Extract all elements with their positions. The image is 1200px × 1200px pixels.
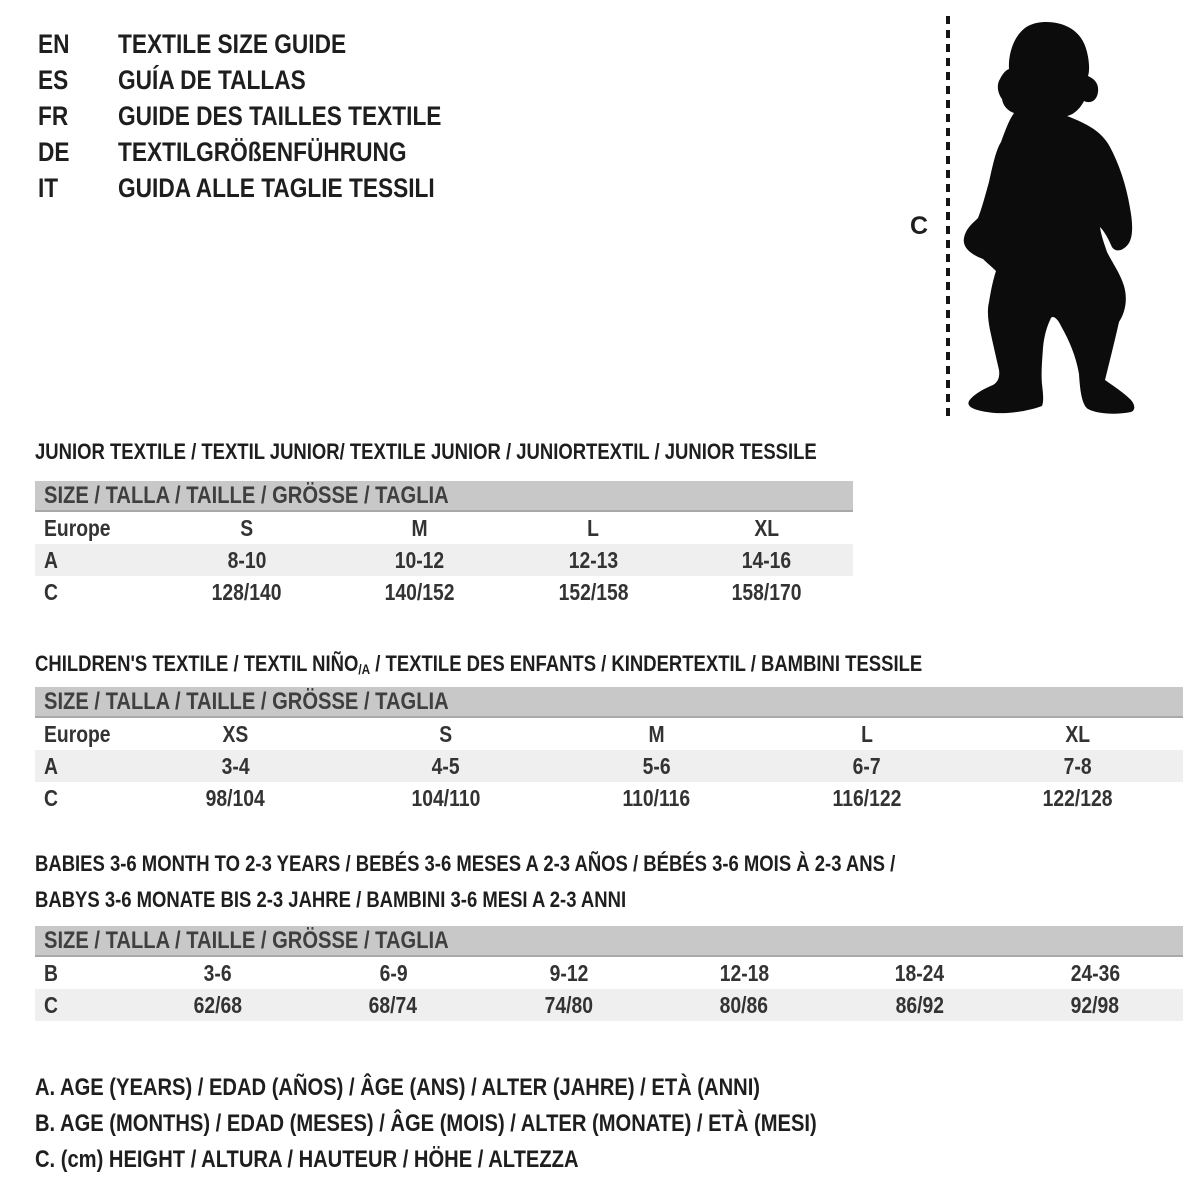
table-cell: 10-12	[395, 546, 445, 573]
size-header-bar	[35, 481, 853, 512]
height-measure-label: C	[910, 212, 929, 240]
table-cell: 104/110	[411, 784, 481, 811]
table-cell: 140/152	[384, 578, 455, 605]
lang-row-es	[38, 62, 503, 98]
table-cell: 18-24	[895, 959, 945, 986]
section-title-text: BABYS 3-6 MONATE BIS 2-3 JAHRE / BAMBINI 3-6 MESI A 2-3 ANNI	[35, 887, 627, 912]
lang-title: TEXTILGRÖßENFÜHRUNG	[118, 136, 407, 167]
legend-line-c: C. (cm) HEIGHT / ALTURA / HAUTEUR / HÖHE / ALTEZZA	[35, 1146, 579, 1173]
table-cell: L	[861, 720, 873, 747]
section-title-children	[35, 646, 1091, 687]
table-cell: 152/158	[558, 578, 629, 605]
table-cell: 128/140	[211, 578, 282, 605]
table-row	[35, 989, 1183, 1021]
table-row	[35, 782, 1183, 814]
table-cell: 3-6	[203, 959, 232, 986]
lang-title: GUÍA DE TALLAS	[118, 64, 306, 95]
size-header-text: SIZE / TALLA / TAILLE / GRÖSSE / TAGLIA	[44, 481, 449, 509]
legend-line-a: A. AGE (YEARS) / EDAD (AÑOS) / ÂGE (ANS) / ALTER (JAHRE) / ETÀ (ANNI)	[35, 1074, 761, 1101]
lang-code: DE	[38, 136, 70, 167]
section-title-junior	[35, 434, 966, 470]
table-row	[35, 750, 1183, 782]
table-cell: 62/68	[193, 991, 242, 1018]
lang-title: GUIDA ALLE TAGLIE TESSILI	[118, 172, 435, 203]
lang-row-fr	[38, 98, 503, 134]
table-cell: 7-8	[1063, 752, 1092, 779]
table-cell: 4-5	[431, 752, 460, 779]
title-subscript: /A	[358, 661, 371, 677]
table-cell: S	[439, 720, 453, 747]
table-cell: B	[44, 959, 58, 986]
lang-title: TEXTILE SIZE GUIDE	[118, 28, 347, 59]
language-title-list	[38, 26, 503, 206]
lang-row-de	[38, 134, 503, 170]
junior-size-table	[35, 481, 853, 608]
lang-title: GUIDE DES TAILLES TEXTILE	[118, 100, 442, 131]
table-cell: C	[44, 578, 58, 605]
lang-code: IT	[38, 172, 59, 203]
table-cell: 9-12	[549, 959, 589, 986]
table-cell: 110/116	[622, 784, 691, 811]
table-cell: C	[44, 991, 58, 1018]
table-cell: 6-7	[853, 752, 882, 779]
table-cell: 92/98	[1071, 991, 1120, 1018]
table-cell: XL	[754, 514, 779, 541]
table-row	[35, 957, 1183, 989]
table-cell: XS	[222, 720, 249, 747]
table-cell: 74/80	[544, 991, 593, 1018]
table-cell: C	[44, 784, 58, 811]
table-cell: 5-6	[642, 752, 671, 779]
table-cell: 116/122	[832, 784, 902, 811]
children-size-table	[35, 687, 1183, 814]
table-row	[35, 718, 1183, 750]
table-cell: 12-13	[568, 546, 618, 573]
section-title-babies	[35, 846, 1059, 918]
table-cell: 68/74	[369, 991, 418, 1018]
toddler-silhouette-image	[948, 12, 1148, 422]
table-cell: S	[240, 514, 254, 541]
table-cell: 3-4	[221, 752, 250, 779]
size-header-bar	[35, 687, 1183, 718]
table-cell: 8-10	[227, 546, 266, 573]
legend-line-b: B. AGE (MONTHS) / EDAD (MESES) / ÂGE (MOIS) / ALTER (MONATE) / ETÀ (MESI)	[35, 1110, 817, 1137]
table-cell: 6-9	[379, 959, 408, 986]
section-title-text: JUNIOR TEXTILE / TEXTIL JUNIOR/ TEXTILE JUNIOR / JUNIORTEXTIL / JUNIOR TESSILE	[35, 439, 817, 464]
section-title-text: CHILDREN'S TEXTILE / TEXTIL NIÑO/A / TEXTILE DES ENFANTS / KINDERTEXTIL / BAMBINI TESSILE	[35, 651, 923, 677]
size-header-text: SIZE / TALLA / TAILLE / GRÖSSE / TAGLIA	[44, 687, 449, 715]
table-cell: A	[44, 546, 58, 573]
legend	[35, 1070, 966, 1178]
table-cell: 14-16	[741, 546, 792, 573]
lang-code: FR	[38, 100, 69, 131]
table-cell: 158/170	[731, 578, 802, 605]
table-cell: 80/86	[720, 991, 769, 1018]
section-title-text: BABIES 3-6 MONTH TO 2-3 YEARS / BEBÉS 3-6 MESES A 2-3 AÑOS / BÉBÉS 3-6 MOIS À 2-3 ANS /	[35, 851, 896, 876]
table-cell: XL	[1065, 720, 1091, 747]
lang-row-it	[38, 170, 503, 206]
table-cell: L	[587, 514, 600, 541]
size-header-text: SIZE / TALLA / TAILLE / GRÖSSE / TAGLIA	[44, 926, 449, 954]
table-cell: A	[44, 752, 58, 779]
table-cell: Europe	[44, 514, 111, 541]
lang-code: ES	[38, 64, 69, 95]
table-cell: 98/104	[205, 784, 265, 811]
lang-code: EN	[38, 28, 70, 59]
table-row	[35, 544, 853, 576]
table-cell: 122/128	[1042, 784, 1113, 811]
table-cell: M	[411, 514, 428, 541]
table-cell: 12-18	[719, 959, 769, 986]
babies-size-table	[35, 926, 1183, 1021]
table-cell: 24-36	[1070, 959, 1120, 986]
table-cell: M	[648, 720, 665, 747]
table-row	[35, 576, 853, 608]
table-cell: Europe	[44, 720, 111, 747]
lang-row-en	[38, 26, 503, 62]
table-row	[35, 512, 853, 544]
table-cell: 86/92	[895, 991, 944, 1018]
size-header-bar	[35, 926, 1183, 957]
